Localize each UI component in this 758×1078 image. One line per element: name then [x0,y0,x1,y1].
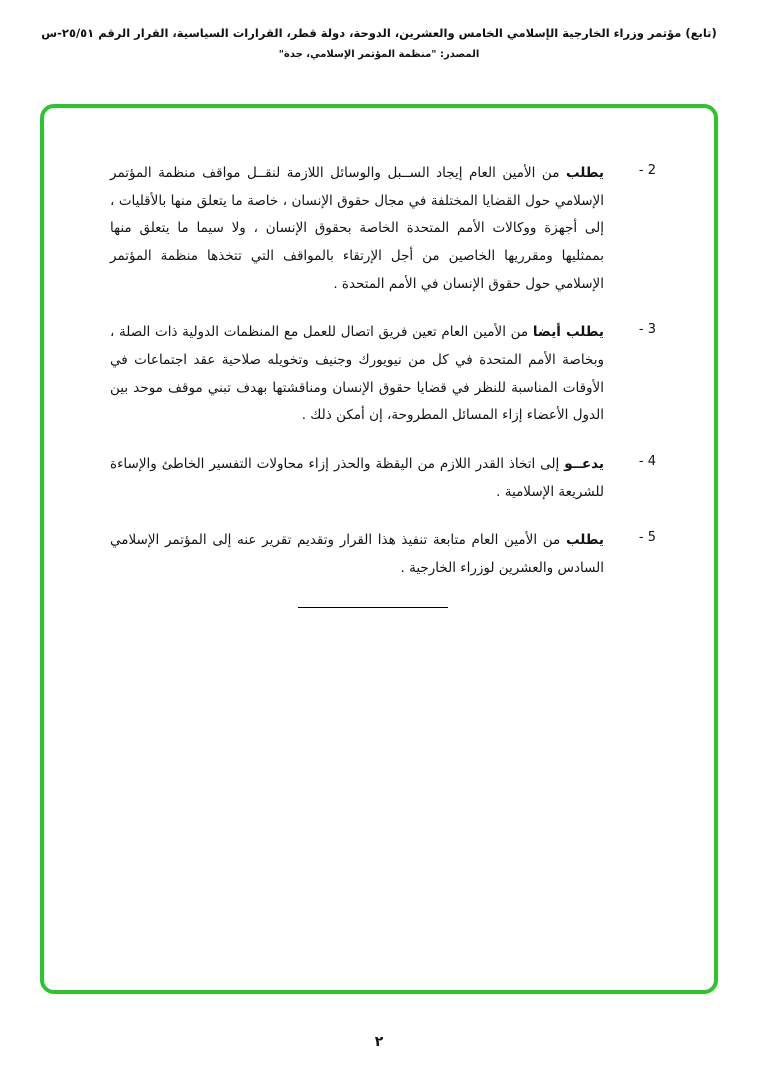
item-number: 2 - [638,163,656,178]
item-paragraph [110,527,604,582]
resolution-item [110,527,656,582]
end-divider-line [298,607,448,608]
item-text-body: إلى اتخاذ القدر اللازم من اليقظة والحذر إزاء محاولات التفسير الخاطئ والإساءة للشريعة الإسلامية . [110,456,604,500]
item-paragraph [110,319,604,430]
item-number: 4 - [638,454,656,470]
header-source-line: المصدر: "منظمة المؤتمر الإسلامي، جدة" [278,49,480,60]
resolution-item [110,319,656,430]
resolution-body-frame [40,104,718,994]
item-lead-word: يطلب أيضا [532,324,605,341]
item-text-body: من الأمين العام متابعة تنفيذ هذا القرار وتقديم تقرير عنه إلى المؤتمر الإسلامي السادس والعشرين لوزراء الخارجية . [110,532,604,577]
page-footer [0,1034,758,1050]
item-paragraph [110,160,604,298]
item-text-body: من الأمين العام تعين فريق اتصال للعمل مع المنظمات الدولية ذات الصلة ، وبخاصة الأمم المتحدة في كل من نيويورك وجنيف وتخويله صلاحية عقد اجتماعات في الأوقات المناسبة للنظر في قضايا حقوق الإنسان ومناقشتها بهدف تبني موقف موحد بين الدول الأعضاء إزاء المسائل المطروحة، إن أمكن ذلك . [110,324,604,424]
item-paragraph [110,451,604,506]
item-number: 5 - [638,530,656,546]
item-text-body: من الأمين العام إيجاد الســبل والوسائل اللازمة لنقــل مواقف منظمة المؤتمر الإسلامي حول القضايا المختلفة في مجال حقوق الإنسان ، خاصة ما يتعلق منها بالأقليات ، إلى أجهزة ووكالات الأمم المتحدة الخاصة بحقوق الإنسان ، ولا سيما ما يتعلق منها بممثليها ومقرريها الخاصين من أجل الإرتقاء بالمواقف التي تتخذها منظمة المؤتمر الإسلامي حول حقوق الإنسان في الأمم المتحدة . [110,165,604,292]
resolution-item [110,160,656,298]
item-lead-word: يطلب [565,532,605,549]
item-number: 3 - [638,322,656,338]
item-lead-word: يطلب [565,165,604,181]
item-lead-word: يدعــو [564,456,604,473]
page-header [0,26,758,60]
header-title-line: (تابع) مؤتمر وزراء الخارجية الإسلامي الخامس والعشرين، الدوحة، دولة قطر، القرارات السياسية، القرار الرقم ٢٥/٥١-س [41,26,717,40]
resolution-item [110,451,656,506]
page-number: ٢ [374,1034,384,1050]
